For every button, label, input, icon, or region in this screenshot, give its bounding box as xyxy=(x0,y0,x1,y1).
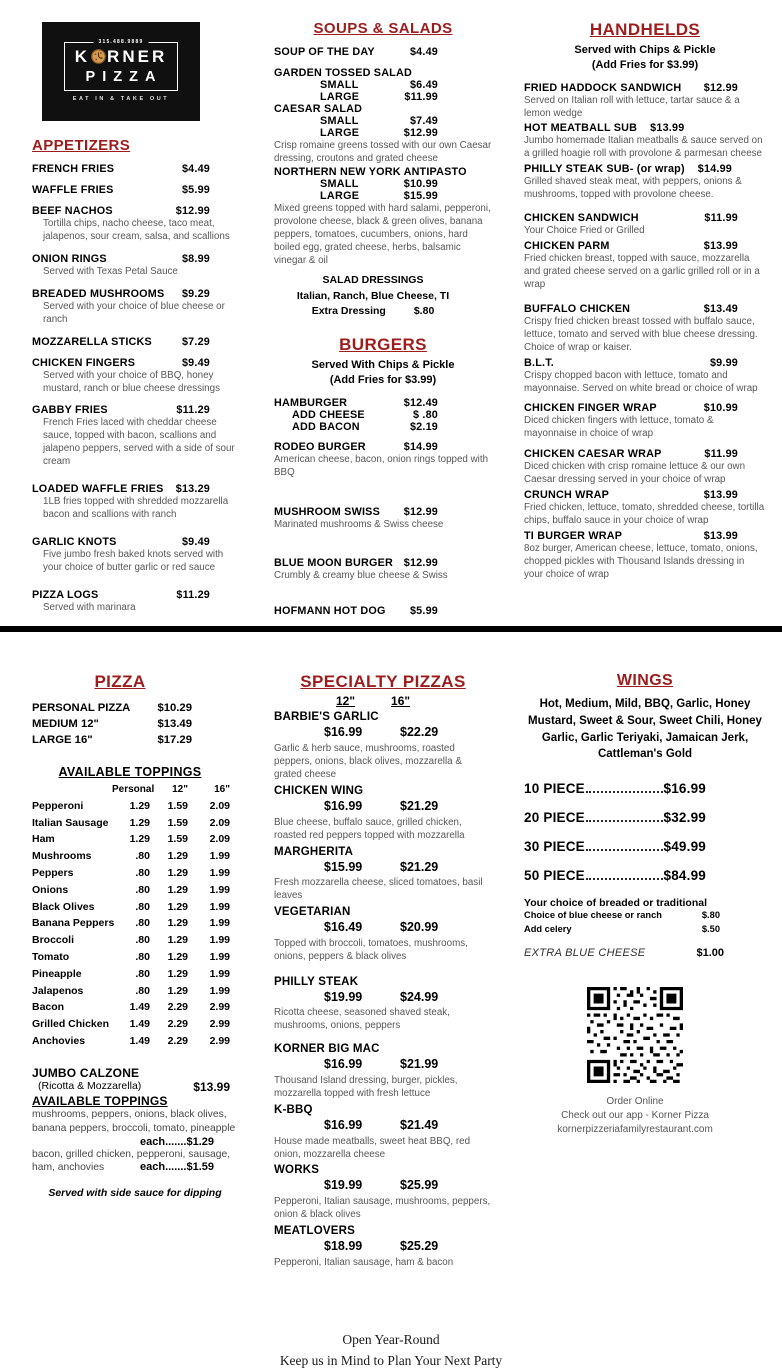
price-16: $22.29 xyxy=(400,725,439,740)
item-description: Five jumbo fresh baked knots served with your choice of butter garlic or red sauce xyxy=(43,548,224,573)
item-description: Fried chicken, lettuce, tomato, shredded cheese, tortilla chips, buffalo sauce in your choice of wrap xyxy=(524,502,765,527)
menu-item xyxy=(32,589,238,615)
menu-item xyxy=(274,1104,492,1162)
item-name: B.L.T. xyxy=(524,356,554,369)
item-name: PIZZA LOGS xyxy=(32,588,99,601)
item-description: 8oz burger, American cheese, lettuce, tomato, onions, chopped pickles with Thousand Islands dressing in your choice of wrap xyxy=(524,542,758,580)
topping-name: Grilled Chicken xyxy=(32,1018,110,1031)
size-header: 16" xyxy=(391,694,411,709)
footer-line2: Keep us in Mind to Plan Your Next Party xyxy=(279,1353,503,1369)
item-price: $7.29 xyxy=(181,335,210,348)
burgers-section xyxy=(274,335,492,617)
item-price: $5.99 xyxy=(409,605,438,618)
qr-block xyxy=(524,987,766,1138)
piece-count: 50 PIECE xyxy=(524,868,585,884)
pizza-clock-icon xyxy=(91,49,106,64)
price-16: $21.49 xyxy=(400,1117,439,1132)
burgers-title: BURGERS xyxy=(339,335,427,355)
item-description: Diced chicken with crisp romaine lettuce & our own Caesar dressing served in your choice of wrap xyxy=(524,461,746,486)
item-price: $4.49 xyxy=(409,46,438,58)
menu-item xyxy=(274,557,492,583)
topping-name: Peppers xyxy=(32,867,74,880)
item-price: $13.49 xyxy=(157,718,192,731)
item-description: Pepperoni, Italian sausage, ham & bacon xyxy=(274,1256,454,1268)
menu-item xyxy=(274,166,492,268)
piece-count: 10 PIECE xyxy=(524,781,585,797)
item-price: $16.99 xyxy=(663,781,706,797)
item-name: K-BBQ xyxy=(274,1103,313,1116)
appetizers-section xyxy=(32,137,238,615)
item-description: Pepperoni, Italian sausage, mushrooms, peppers, onion & black olives xyxy=(274,1196,491,1221)
logo-name-line1 xyxy=(75,47,167,67)
item-price: $13.29 xyxy=(175,483,210,496)
menu-item xyxy=(274,397,492,433)
price-16: $25.29 xyxy=(400,1239,439,1254)
item-price: $12.99 xyxy=(403,127,438,139)
item-price: $9.99 xyxy=(709,356,738,369)
item-name: MEDIUM 12" xyxy=(32,718,99,731)
item-name: MARGHERITA xyxy=(274,845,354,858)
menu-item xyxy=(274,605,492,617)
item-price: $13.99 xyxy=(703,529,738,542)
menu-item xyxy=(274,1043,492,1101)
menu-item xyxy=(32,253,238,279)
calzone-note: Served with side sauce for dipping xyxy=(48,1187,222,1200)
topping-name: Pepperoni xyxy=(32,799,84,812)
price-12: $16.99 xyxy=(324,725,363,740)
item-price: $11.29 xyxy=(176,588,210,601)
topping-group: mushrooms, peppers, onions, black olives, banana peppers, broccoli, tomato, pineapple xyxy=(32,1108,236,1134)
topping-name: Broccoli xyxy=(32,934,75,947)
menu-item xyxy=(32,163,238,175)
menu-item xyxy=(32,404,238,469)
size-label: LARGE xyxy=(320,127,360,139)
item-price: $8.99 xyxy=(181,252,210,265)
item-name: FRENCH FRIES xyxy=(32,163,115,175)
dressings-title: SALAD DRESSINGS xyxy=(322,274,424,287)
price-16: $21.29 xyxy=(400,859,439,874)
item-description: Topped with broccoli, tomatoes, mushrooms, onions, peppers & black olives xyxy=(274,937,468,962)
item-description: Served with your choice of blue cheese or ranch xyxy=(43,300,225,325)
item-price: $13.49 xyxy=(703,302,738,315)
specialty-title: SPECIALTY PIZZAS xyxy=(300,672,466,692)
handhelds-title: HANDHELDS xyxy=(589,20,701,39)
menu-item xyxy=(274,976,492,1034)
item-description: Your Choice Fried or Grilled xyxy=(524,225,645,237)
item-name: CHICKEN WING xyxy=(274,784,364,797)
topping-name: Tomato xyxy=(32,951,70,963)
appetizers-title: APPETIZERS xyxy=(32,137,131,154)
topping-name: Banana Peppers xyxy=(32,917,115,930)
menu-top-half xyxy=(0,0,782,626)
item-price: $12.99 xyxy=(403,505,438,518)
topping-name: Italian Sausage xyxy=(32,816,109,829)
item-price: $11.99 xyxy=(704,448,738,461)
col-header: 16" xyxy=(214,783,230,795)
item-price: $11.99 xyxy=(404,91,438,103)
item-name: HOFMANN HOT DOG xyxy=(274,605,386,618)
size-label: LARGE xyxy=(320,189,360,202)
qr-caption: Order Online Check out our app - Korner Pizza kornerpizzeriafamilyrestaurant.com xyxy=(557,1095,713,1136)
menu-item xyxy=(274,103,492,166)
price-16: $21.99 xyxy=(400,1057,439,1072)
soups-salads-section xyxy=(274,20,492,319)
wings-option: Choice of blue cheese or ranch $.80 xyxy=(524,910,720,921)
price-12: $18.99 xyxy=(324,1239,363,1254)
item-name: HAMBURGER xyxy=(274,396,348,409)
size-label: SMALL xyxy=(320,177,359,190)
calzone-toppings-title: AVAILABLE TOPPINGS xyxy=(32,1093,168,1108)
item-price: $7.49 xyxy=(409,115,438,127)
footer-note xyxy=(0,1329,782,1372)
item-price: $11.99 xyxy=(704,212,738,225)
pizza-title: PIZZA xyxy=(94,672,146,692)
item-name: CRUNCH WRAP xyxy=(524,489,609,502)
footer-line1: Open Year-Round xyxy=(342,1331,440,1347)
toppings-table: Pepperoni 1.29 1.59 2.09 Italian Sausage 1.29 1.59 2.09 Ham 1.29 1.59 2.09 Mushrooms .80 1.29 1.99 Peppers .80 1.29 1.99 Onions .80 1.29 1.99 Black Olives .80 1.29 1.99 Banana Peppers .80 1.29 1.99 Broccoli .80 1.29 1.99 Tomato .80 1.29 1.99 Pineapple .80 1.29 1.99 Jalapenos .80 1.29 1.99 Bacon 1.49 2.29 2.99 Grilled Chicken 1.49 2.29 2.99 Anchovies 1.49 2.29 2.99 xyxy=(32,798,238,1050)
price-12: $19.99 xyxy=(324,1178,363,1193)
topping-name: Pineapple xyxy=(32,967,82,980)
item-price: $13.99 xyxy=(703,489,738,502)
handhelds-subtitle2: (Add Fries for $3.99) xyxy=(591,59,699,72)
dot-leader xyxy=(586,791,663,793)
item-description: Grilled shaved steak meat, with peppers, onions & mushrooms, topped with provolone cheese. xyxy=(524,176,742,201)
price-12: $16.99 xyxy=(324,1057,363,1072)
item-name: BUFFALO CHICKEN xyxy=(524,302,631,315)
item-price: $49.99 xyxy=(663,839,706,855)
soups-title: SOUPS & SALADS xyxy=(313,20,453,37)
menu-item xyxy=(274,711,492,782)
item-subtext: (Ricotta & Mozzarella) xyxy=(38,1079,142,1092)
item-name: ONION RINGS xyxy=(32,252,107,265)
item-name: NORTHERN NEW YORK ANTIPASTO xyxy=(274,165,467,178)
piece-count: 20 PIECE xyxy=(524,810,585,826)
wing-size-row xyxy=(524,868,706,883)
item-name: PERSONAL PIZZA xyxy=(32,702,131,715)
item-description: Crisp romaine greens tossed with our own Caesar dressing, croutons and grated cheese xyxy=(274,140,492,164)
topping-group-price: each.......$1.29 xyxy=(140,1135,214,1148)
wing-size-row xyxy=(524,781,706,796)
restaurant-logo xyxy=(42,22,200,121)
specialty-pizzas-section xyxy=(274,672,492,1269)
item-name: ADD BACON xyxy=(292,420,360,433)
item-name: CHICKEN PARM xyxy=(524,240,610,253)
size-label: LARGE xyxy=(320,91,360,103)
dot-leader xyxy=(586,820,663,822)
item-name: WORKS xyxy=(274,1164,320,1177)
topping-name: Anchovies xyxy=(32,1034,86,1047)
item-name: TI BURGER WRAP xyxy=(524,529,623,542)
item-description: Tortilla chips, nacho cheese, taco meat, jalapenos, sour cream, salsa, and scallions xyxy=(43,218,230,242)
item-name: ADD CHEESE xyxy=(292,408,365,421)
item-price: $9.49 xyxy=(181,356,210,369)
item-price: $11.29 xyxy=(176,404,210,417)
item-description: Ricotta cheese, seasoned shaved steak, mushrooms, onions, peppers xyxy=(274,1007,450,1032)
wings-title: WINGS xyxy=(616,672,674,690)
item-description: Mixed greens topped with hard salami, pepperoni, provolone cheese, black & green olives, banana peppers, tomatoes, cucumbers, onions, hard boiled egg, grated cheese, herbs, balsamic vinegar & oil xyxy=(274,202,491,266)
piece-count: 30 PIECE xyxy=(524,839,585,855)
price-12: $19.99 xyxy=(324,989,363,1004)
price-12: $16.49 xyxy=(324,920,363,935)
item-price: $32.99 xyxy=(663,810,706,826)
price-16: $24.99 xyxy=(400,989,439,1004)
menu-item xyxy=(274,441,492,480)
item-description: Thousand Island dressing, burger, pickles, mozzarella topped with fresh lettuce xyxy=(274,1075,458,1099)
topping-name: Ham xyxy=(32,833,55,846)
menu-item xyxy=(32,357,238,396)
item-description: Fresh mozzarella cheese, sliced tomatoes, basil leaves xyxy=(274,877,483,902)
item-price: $4.49 xyxy=(181,163,210,175)
wing-size-row xyxy=(524,839,706,854)
item-price: $9.49 xyxy=(181,535,210,548)
item-description: Diced chicken fingers with lettuce, tomato & mayonnaise in choice of wrap xyxy=(524,415,714,440)
item-name: CHICKEN FINGERS xyxy=(32,356,136,369)
wing-flavors: Hot, Medium, Mild, BBQ, Garlic, Honey Mustard, Sweet & Sour, Sweet Chili, Honey Garlic, Garlic Teriyaki, Jamaican Jerk, Cattleman's Gold xyxy=(528,698,762,761)
item-description: Jumbo homemade Italian meatballs & sauce served on a grilled hoagie roll with provolone & parmesan cheese xyxy=(524,135,763,160)
menu-item xyxy=(274,1225,492,1270)
wings-extra: EXTRA BLUE CHEESE $1.00 xyxy=(524,946,724,959)
price-12: $16.99 xyxy=(324,1117,363,1132)
item-description: Blue cheese, buffalo sauce, grilled chicken, roasted red peppers topped with mozzarella xyxy=(274,816,465,841)
menu-item xyxy=(524,489,766,528)
item-name: GABBY FRIES xyxy=(32,404,108,417)
item-description: House made meatballs, sweet heat BBQ, red onion, mozzarella cheese xyxy=(274,1135,471,1160)
wings-section xyxy=(524,672,766,1137)
item-price: $2.19 xyxy=(409,420,438,433)
dot-leader xyxy=(586,878,663,880)
menu-item xyxy=(274,67,492,103)
menu-item xyxy=(32,288,238,327)
item-price: $17.29 xyxy=(157,734,192,747)
menu-item xyxy=(32,205,238,244)
item-price: $14.99 xyxy=(697,163,733,176)
item-description: Crumbly & creamy blue cheese & Swiss xyxy=(274,570,448,582)
burgers-subtitle2: (Add Fries for $3.99) xyxy=(329,374,437,387)
price-16: $21.29 xyxy=(400,798,439,813)
logo-frame xyxy=(64,38,178,91)
wings-note: Your choice of breaded or traditional xyxy=(524,897,707,910)
item-description: French Fries laced with cheddar cheese sauce, topped with bacon, scallions and jalapeno peppers, served with a side of sour cream xyxy=(43,417,235,468)
item-price: $14.99 xyxy=(403,440,438,453)
size-header-row xyxy=(274,694,492,708)
menu-item xyxy=(524,122,766,161)
price-16: $20.99 xyxy=(400,920,439,935)
item-price: $12.99 xyxy=(175,205,210,217)
topping-name: Black Olives xyxy=(32,900,95,913)
logo-letter: K xyxy=(74,46,91,66)
handhelds-section xyxy=(524,20,766,582)
menu-item xyxy=(274,846,492,904)
item-price: $10.99 xyxy=(403,177,438,190)
item-name: CHICKEN SANDWICH xyxy=(524,212,639,225)
handhelds-subtitle: Served with Chips & Pickle xyxy=(574,44,716,56)
menu-bottom-half xyxy=(0,632,782,1272)
logo-letters: RNER xyxy=(107,46,168,66)
item-name: FRIED HADDOCK SANDWICH xyxy=(524,81,682,94)
item-price: $15.99 xyxy=(403,189,438,202)
menu-item xyxy=(524,448,766,487)
item-description: American cheese, bacon, onion rings topped with BBQ xyxy=(274,453,489,478)
toppings-title: AVAILABLE TOPPINGS xyxy=(58,764,202,779)
item-description: Served with marinara xyxy=(43,601,136,613)
menu-item xyxy=(274,1164,492,1222)
menu-item xyxy=(524,357,766,396)
item-name: GARDEN TOSSED SALAD xyxy=(274,67,412,79)
dot-leader xyxy=(586,849,663,851)
item-name: MUSHROOM SWISS xyxy=(274,505,380,518)
menu-item xyxy=(524,240,766,292)
item-name: PHILLY STEAK xyxy=(274,975,359,988)
size-label: SMALL xyxy=(320,115,359,127)
size-header: 12" xyxy=(336,694,356,709)
item-price: $13.99 xyxy=(703,240,738,253)
item-name: BARBIE'S GARLIC xyxy=(274,711,379,724)
item-name: MEATLOVERS xyxy=(274,1225,356,1238)
pizza-section xyxy=(32,672,238,1199)
menu-item xyxy=(32,184,238,196)
item-name: LARGE 16" xyxy=(32,734,93,747)
calzone-block xyxy=(32,1066,238,1200)
menu-item xyxy=(524,82,766,121)
item-description: Served with your choice of BBQ, honey mustard, ranch or blue cheese dressings xyxy=(43,369,220,394)
menu-item xyxy=(274,506,492,532)
burgers-subtitle: Served With Chips & Pickle xyxy=(311,359,455,372)
menu-item xyxy=(32,536,238,575)
item-name: VEGETARIAN xyxy=(274,906,351,919)
item-name: MOZZARELLA STICKS xyxy=(32,335,152,348)
menu-item xyxy=(524,163,766,202)
item-price: $12.99 xyxy=(703,81,738,94)
item-price: $13.99 xyxy=(193,1079,230,1094)
size-label: SMALL xyxy=(320,79,359,91)
menu-item xyxy=(32,483,238,522)
logo-phone-number: 315.488.9889 xyxy=(93,39,148,45)
extra-dressing-label: Extra Dressing xyxy=(311,304,386,317)
topping-group-price: each.......$1.59 xyxy=(140,1161,214,1174)
item-description: Fried chicken breast, topped with sauce, mozzarella and grated cheese served on a garlic grilled roll or in a wrap xyxy=(524,253,760,290)
topping-name: Jalapenos xyxy=(32,984,84,997)
item-name: HOT MEATBALL SUB xyxy=(524,122,638,135)
menu-item xyxy=(274,785,492,843)
topping-name: Onions xyxy=(32,883,69,896)
menu-item xyxy=(32,336,238,348)
item-name: SOUP OF THE DAY xyxy=(274,46,375,58)
item-name: JUMBO CALZONE xyxy=(32,1065,140,1080)
item-name: RODEO BURGER xyxy=(274,440,366,453)
extra-dressing-price: $.80 xyxy=(413,304,435,317)
item-description: Crispy fried chicken breast tossed with buffalo sauce, lettuce, tomato and served with blue cheese dressing. Choice of wrap or kaiser. xyxy=(524,315,758,353)
logo-tagline: EAT IN & TAKE OUT xyxy=(72,95,170,102)
item-name: BREADED MUSHROOMS xyxy=(32,287,165,300)
item-name: PHILLY STEAK SUB- (or wrap) xyxy=(524,163,685,176)
logo-name-line2: PIZZA xyxy=(85,68,163,85)
menu-item xyxy=(524,530,766,582)
item-description: Served with Texas Petal Sauce xyxy=(43,265,178,277)
item-description: Marinated mushrooms & Swiss cheese xyxy=(274,518,444,530)
item-name: BLUE MOON BURGER xyxy=(274,557,393,570)
item-name: GARLIC KNOTS xyxy=(32,535,117,548)
menu-item xyxy=(524,303,766,355)
item-price: $6.49 xyxy=(409,79,438,91)
col-header: 12" xyxy=(172,783,188,795)
item-name: LOADED WAFFLE FRIES xyxy=(32,483,164,496)
item-price: $12.49 xyxy=(403,396,438,409)
col-header: Personal xyxy=(112,783,155,795)
item-description: 1LB fries topped with shredded mozzarella bacon and scallions with ranch xyxy=(43,496,229,521)
item-name: KORNER BIG MAC xyxy=(274,1043,380,1056)
topping-name: Mushrooms xyxy=(32,850,92,863)
price-12: $15.99 xyxy=(324,859,363,874)
item-price: $13.99 xyxy=(650,122,685,135)
item-name: CAESAR SALAD xyxy=(274,103,363,115)
price-16: $25.99 xyxy=(400,1178,439,1193)
item-description: Crispy chopped bacon with lettuce, tomato and mayonnaise. Served on white bread or choice of wrap xyxy=(524,369,758,394)
item-price: $10.29 xyxy=(157,702,192,715)
item-name: BEEF NACHOS xyxy=(32,205,113,217)
salad-dressings-block xyxy=(274,273,492,319)
item-price: $5.99 xyxy=(181,184,210,196)
wings-option: Add celery $.50 xyxy=(524,924,720,935)
menu-item xyxy=(524,212,766,238)
dressings-list: Italian, Ranch, Blue Cheese, TI xyxy=(296,289,450,302)
item-description: Garlic & herb sauce, mushrooms, roasted peppers, onions, black olives, mozzarella & grated cheese xyxy=(274,743,462,780)
item-name: WAFFLE FRIES xyxy=(32,184,114,196)
menu-item xyxy=(274,46,492,58)
menu-item xyxy=(524,402,766,441)
price-12: $16.99 xyxy=(324,798,363,813)
item-price: $84.99 xyxy=(663,868,706,884)
topping-name: Bacon xyxy=(32,1001,65,1014)
qr-code xyxy=(587,987,683,1083)
item-price: $ .80 xyxy=(412,408,438,421)
wing-size-row xyxy=(524,810,706,825)
item-price: $12.99 xyxy=(403,557,438,570)
topping-group: bacon, grilled chicken, pepperoni, sausage, ham, anchovies xyxy=(32,1148,231,1174)
item-name: CHICKEN FINGER WRAP xyxy=(524,402,657,415)
item-description: Served on Italian roll with lettuce, tartar sauce & a lemon wedge xyxy=(524,94,740,119)
item-price: $10.99 xyxy=(703,402,738,415)
item-price: $9.29 xyxy=(181,287,210,300)
menu-item xyxy=(274,906,492,964)
item-name: CHICKEN CAESAR WRAP xyxy=(524,448,662,461)
toppings-header-row xyxy=(32,782,238,798)
